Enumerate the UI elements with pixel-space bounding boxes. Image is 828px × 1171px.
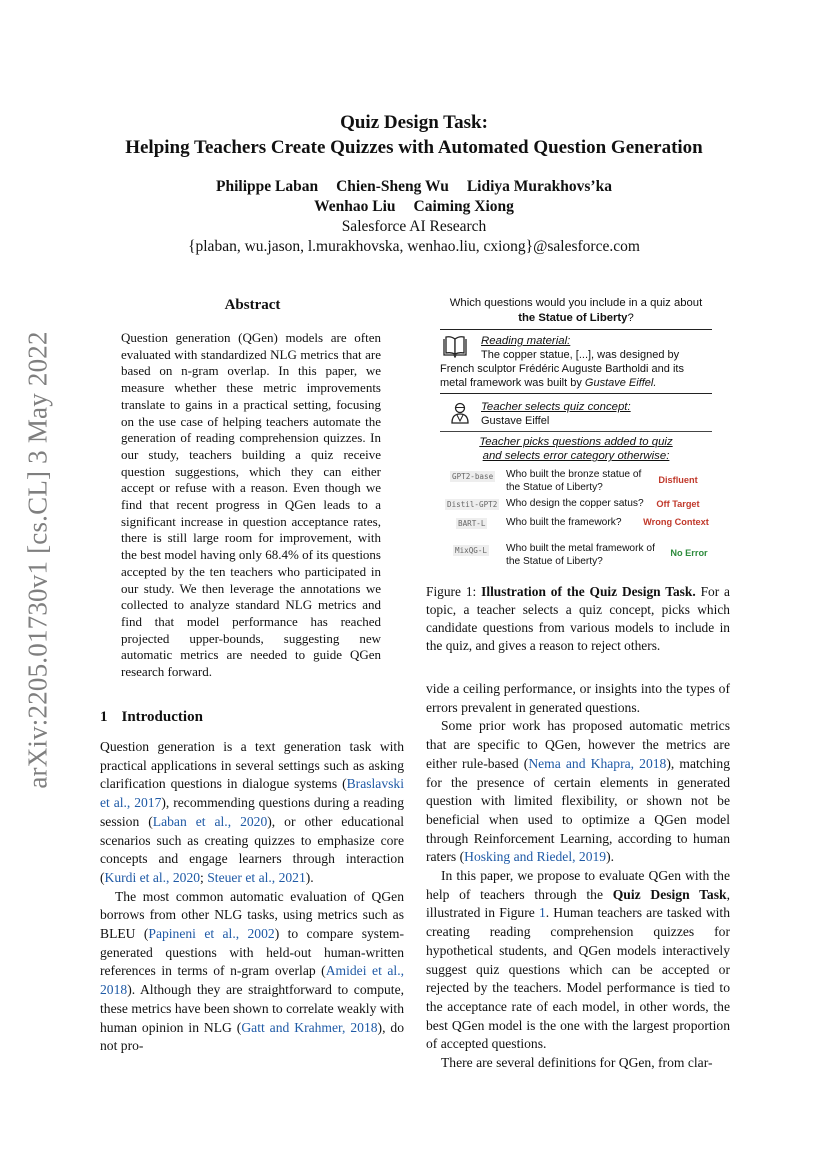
text-run: ). Although they are straightforward to compute, these metrics have been shown to correlate weakly with human opinion in NLG (	[100, 982, 404, 1035]
candidate-question: Who built the bronze statue of the Statue of Liberty?	[506, 469, 642, 493]
author-row-1	[0, 177, 828, 197]
citation-link[interactable]: Hosking and Riedel, 2019	[464, 849, 607, 865]
text-run: . Human teachers are tasked with creating reading comprehension quizzes for hypothetical students, and QGen models interactively suggest quiz questions which can be accepted or rejected by the teachers. Model performance is tied to the acceptance rate of each model, in other words, the best QGen model is the one with the largest proportion of accepted questions.	[426, 905, 730, 1052]
text-run: ), recommending questions during a reading session (	[100, 795, 404, 829]
text-run: ), do not pro-	[100, 1019, 405, 1054]
section-heading	[100, 709, 203, 726]
reading-material-label: Reading material:	[481, 335, 571, 347]
citation-link[interactable]: Amidei et al., 2018	[100, 963, 404, 998]
text-run: , illustrated in Figure	[426, 886, 730, 921]
reading-label-wrap	[481, 334, 712, 348]
affiliation: Salesforce AI Research	[341, 218, 487, 235]
author-name: Caiming Xiong	[413, 198, 514, 215]
picks-line: and selects error category otherwise:	[482, 450, 670, 463]
author-name: Wenhao Liu	[314, 198, 396, 215]
citation-link[interactable]: Gatt and Krahmer, 2018	[241, 1019, 378, 1035]
left-column-body	[100, 738, 404, 1056]
citation-link[interactable]: Braslavski et al., 2017	[100, 776, 404, 811]
paragraph	[100, 888, 404, 1056]
figure-1	[440, 292, 712, 572]
text-run: ?	[627, 312, 634, 324]
figure-caption	[426, 583, 730, 655]
divider	[440, 393, 712, 394]
figure-topic: the Statue of Liberty	[518, 312, 628, 324]
candidate-question: Who built the metal framework of the Statue of Liberty?	[506, 543, 655, 567]
abstract-heading: Abstract	[224, 297, 281, 313]
bold-term: Quiz Design Task	[612, 886, 727, 902]
model-tag: Distil-GPT2	[447, 500, 498, 509]
paragraph	[100, 738, 404, 888]
candidate-question: Who design the copper satus?	[506, 498, 644, 509]
text-run: ), or other educational scenarios such as creating quizzes to emphasize core concepts and engage learners through interaction (	[100, 813, 405, 885]
model-tag: BART-L	[458, 519, 486, 528]
paper-title	[0, 110, 828, 160]
caption-prefix: Figure 1:	[426, 584, 482, 599]
error-label: No Error	[670, 548, 708, 558]
text-run: ).	[606, 849, 615, 865]
caption-text: For a topic, a teacher selects a quiz concept, picks which candidate questions from various models to include in the quiz, and gives a reason to reject others.	[426, 584, 730, 653]
text-run: The most common automatic evaluation of QGen borrows from other NLG tasks, using metrics such as BLEU (	[100, 888, 404, 942]
citation-link[interactable]: Laban et al., 2020	[152, 813, 268, 829]
author-emails: {plaban, wu.jason, l.murakhovska, wenhao.liu, cxiong}@salesforce.com	[188, 238, 640, 255]
candidate-question: Who built the framework?	[506, 517, 622, 528]
figure-question-line: Which questions would you include in a quiz about	[449, 297, 703, 309]
reading-material-text	[440, 348, 712, 391]
paragraph	[426, 717, 730, 867]
concept-label-wrap	[481, 400, 631, 414]
author-row-2	[0, 197, 828, 217]
title-line-1: Quiz Design Task:	[340, 112, 488, 133]
picks-instruction	[440, 435, 712, 463]
divider	[440, 431, 712, 432]
text-run: ).	[305, 869, 314, 885]
caption-title: Illustration of the Quiz Design Task.	[481, 584, 696, 599]
error-label: Off Target	[656, 499, 700, 509]
text-run: In this paper, we propose to evaluate QGen with the help of teachers through the	[426, 868, 730, 902]
text-run: ), matching for the presence of certain elements in generated question with limited flexibility, or shown not be beneficial when used to optimize a QGen model through Reinforcement Learning, according to human raters (	[426, 755, 730, 865]
teacher-icon	[450, 402, 470, 424]
model-tag: MixQG-L	[455, 546, 488, 555]
figure-ref-link[interactable]: 1	[538, 905, 546, 921]
author-block	[0, 177, 828, 257]
citation-link[interactable]: Steuer et al., 2021	[207, 869, 306, 885]
text-run: Question generation is a text generation task with practical applications in several settings such as asking clarification questions in dialogue systems (	[100, 739, 404, 792]
concept-label: Teacher selects quiz concept:	[481, 401, 631, 413]
text-run: ) to compare system-generated questions with held-out human-written references in terms of n-gram overlap (	[100, 926, 404, 979]
abstract-text: Question generation (QGen) models are often evaluated with standardized NLG metrics that are based on n-gram overlap. In this paper, we measure whether these metric improvements translate to gains in a practical setting, focusing on the use case of helping teachers automate the generation of reading comprehension quizzes. In our study, teachers building a quiz receive question suggestions, which they can either accept or refuse with a reason. Even though we find that recent progress in QGen leads to a significant increase in question acceptance rates, there is still large room for improvement, with the best model having only 68.4% of its questions accepted by the ten teachers who participated in our study. We then leverage the annotations we collected to analyze standard NLG metrics and find that model performance has reached projected upper-bounds, suggesting new automatic metrics are needed to guide QGen research forward.	[121, 330, 381, 680]
concept-value: Gustave Eiffel	[481, 415, 550, 427]
divider	[440, 329, 712, 330]
paragraph: There are several definitions for QGen, from clar-	[441, 1055, 713, 1071]
text-run: The copper statue, [...], was designed by French sculptor Frédéric Auguste Bartholdi and its metal framework was built by	[440, 349, 684, 390]
author-name: Lidiya Murakhovs’ka	[466, 178, 612, 195]
text-run: ;	[200, 869, 208, 885]
error-label: Wrong Context	[643, 517, 709, 527]
arxiv-id: arXiv:2205.01730v1 [cs.CL] 3 May 2022	[22, 331, 53, 789]
text-run: Gustave Eiffel.	[584, 377, 657, 390]
section-number: 1	[100, 709, 108, 725]
paragraph	[426, 867, 730, 1054]
citation-link[interactable]: Kurdi et al., 2020	[104, 869, 201, 885]
citation-link[interactable]: Nema and Khapra, 2018	[528, 755, 667, 771]
figure-question	[440, 296, 712, 326]
author-name: Philippe Laban	[216, 178, 319, 195]
title-line-2: Helping Teachers Create Quizzes with Automated Question Generation	[125, 137, 703, 158]
author-name: Chien-Sheng Wu	[336, 178, 449, 195]
paragraph: vide a ceiling performance, or insights into the types of errors prevalent in generated questions.	[426, 681, 730, 715]
arxiv-stamp	[18, 240, 58, 880]
text-run: Some prior work has proposed automatic metrics that are specific to QGen, however the metrics are either rule-based (	[426, 718, 730, 771]
right-column-body	[426, 680, 730, 1073]
citation-link[interactable]: Papineni et al., 2002	[148, 926, 275, 942]
picks-line: Teacher picks questions added to quiz	[479, 436, 673, 448]
section-title: Introduction	[121, 709, 203, 725]
error-label: Disfluent	[658, 475, 698, 485]
model-tag: GPT2-base	[452, 472, 494, 481]
